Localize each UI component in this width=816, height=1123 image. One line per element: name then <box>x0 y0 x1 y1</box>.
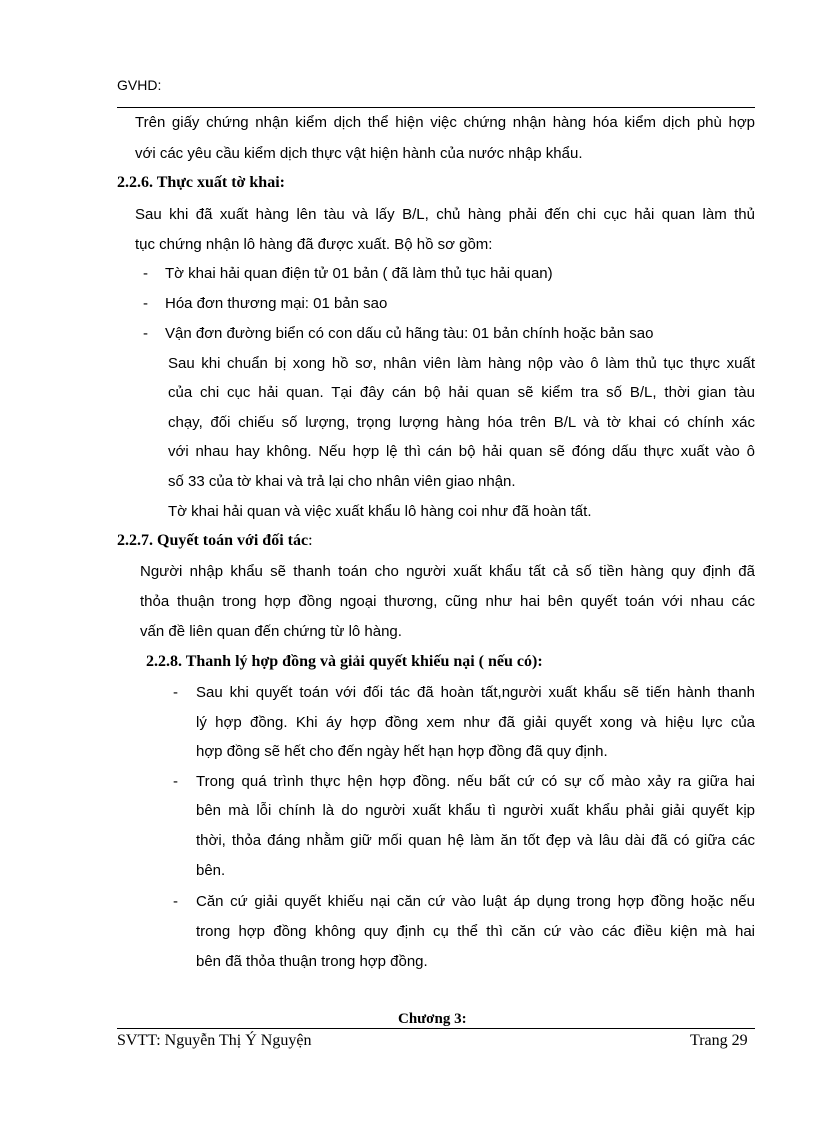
text-line: Sau khi đã xuất hàng lên tàu và lấy B/L, chủ hàng phải đến chi cục hải quan làm thủ <box>135 206 755 223</box>
text-line: với các yêu cầu kiểm dịch thực vật hiện hành của nước nhập khẩu. <box>135 145 583 162</box>
text-line: Căn cứ giải quyết khiếu nại căn cứ vào luật áp dụng trong hợp đồng hoặc nếu <box>196 893 755 910</box>
header-rule <box>117 107 755 108</box>
heading-text: 2.2.7. Quyết toán với đối tác <box>117 532 309 549</box>
text-line: bên đã thỏa thuận trong hợp đồng. <box>196 953 428 970</box>
text-line: Tờ khai hải quan và việc xuất khẩu lô hàng coi như đã hoàn tất. <box>168 503 592 520</box>
bullet-text: Vận đơn đường biển có con dấu củ hãng tàu: 01 bản chính hoặc bản sao <box>165 325 654 342</box>
heading-2-2-7 <box>117 532 313 550</box>
bullet-dash: - <box>143 265 148 282</box>
next-chapter-title: Chương 3: <box>398 1011 467 1027</box>
text-line: chạy, đối chiếu số lượng, trọng lượng hàng hóa trên B/L và tờ khai có chính xác <box>168 414 755 431</box>
text-line: vấn đề liên quan đến chứng từ lô hàng. <box>140 623 402 640</box>
text-line: thỏa thuận trong hợp đồng ngoại thương, cũng như hai bên quyết toán với nhau các <box>140 593 755 610</box>
bullet-dash: - <box>173 773 178 790</box>
bullet-dash: - <box>173 893 178 910</box>
text-line: thời, thỏa đáng nhằm giữ mối quan hệ làm ăn tốt đẹp và lâu dài đã có giữa các <box>196 832 755 849</box>
text-line: Trên giấy chứng nhận kiểm dịch thể hiện việc chứng nhận hàng hóa kiểm dịch phù hợp <box>135 114 755 131</box>
text-line: trong hợp đồng không quy định cụ thể thì căn cứ vào các điều kiện mà hai <box>196 923 755 940</box>
bullet-text: Hóa đơn thương mại: 01 bản sao <box>165 295 388 312</box>
text-line: Người nhập khẩu sẽ thanh toán cho người xuất khẩu tất cả số tiền hàng quy định đã <box>140 563 755 580</box>
text-line: Sau khi chuẩn bị xong hồ sơ, nhân viên làm hàng nộp vào ô làm thủ tục thực xuất <box>168 355 755 372</box>
heading-2-2-6: 2.2.6. Thực xuất tờ khai: <box>117 174 285 191</box>
bullet-text: Tờ khai hải quan điện tử 01 bản ( đã làm thủ tục hải quan) <box>165 265 553 282</box>
text-line: Trong quá trình thực hện hợp đồng. nếu bất cứ có sự cố mào xảy ra giữa hai <box>196 773 755 790</box>
heading-colon: : <box>308 532 313 549</box>
bullet-dash: - <box>143 325 148 342</box>
bullet-dash: - <box>173 684 178 701</box>
header-advisor: GVHD: <box>117 77 162 93</box>
text-line: tục chứng nhận lô hàng đã được xuất. Bộ hồ sơ gồm: <box>135 236 493 253</box>
text-line: với nhau hay không. Nếu hợp lệ thì cán bộ hải quan sẽ đóng dấu thực xuất vào ô <box>168 443 755 460</box>
footer-student: SVTT: Nguyễn Thị Ý Nguyện <box>117 1032 312 1049</box>
text-line: lý hợp đồng. Khi áy hợp đồng xem như đã giải quyết xong và hiệu lực của <box>196 714 755 731</box>
text-line: Sau khi quyết toán với đối tác đã hoàn tất,người xuất khẩu sẽ tiến hành thanh <box>196 684 755 701</box>
text-line: của chi cục hải quan. Tại đây cán bộ hải quan sẽ kiểm tra số B/L, thời gian tàu <box>168 384 755 401</box>
text-line: số 33 của tờ khai và trả lại cho nhân viên giao nhận. <box>168 473 516 490</box>
text-line: hợp đồng sẽ hết cho đến ngày hết hạn hợp đồng đã quy định. <box>196 743 608 760</box>
bullet-dash: - <box>143 295 148 312</box>
text-line: bên. <box>196 862 226 879</box>
heading-2-2-8: 2.2.8. Thanh lý hợp đồng và giải quyết khiếu nại ( nếu có): <box>146 653 543 670</box>
text-line: bên mà lỗi chính là do người xuất khẩu tì người xuất khẩu phải giải quyết kịp <box>196 802 755 819</box>
footer-page-number: Trang 29 <box>690 1032 748 1049</box>
footer-rule <box>117 1028 755 1029</box>
